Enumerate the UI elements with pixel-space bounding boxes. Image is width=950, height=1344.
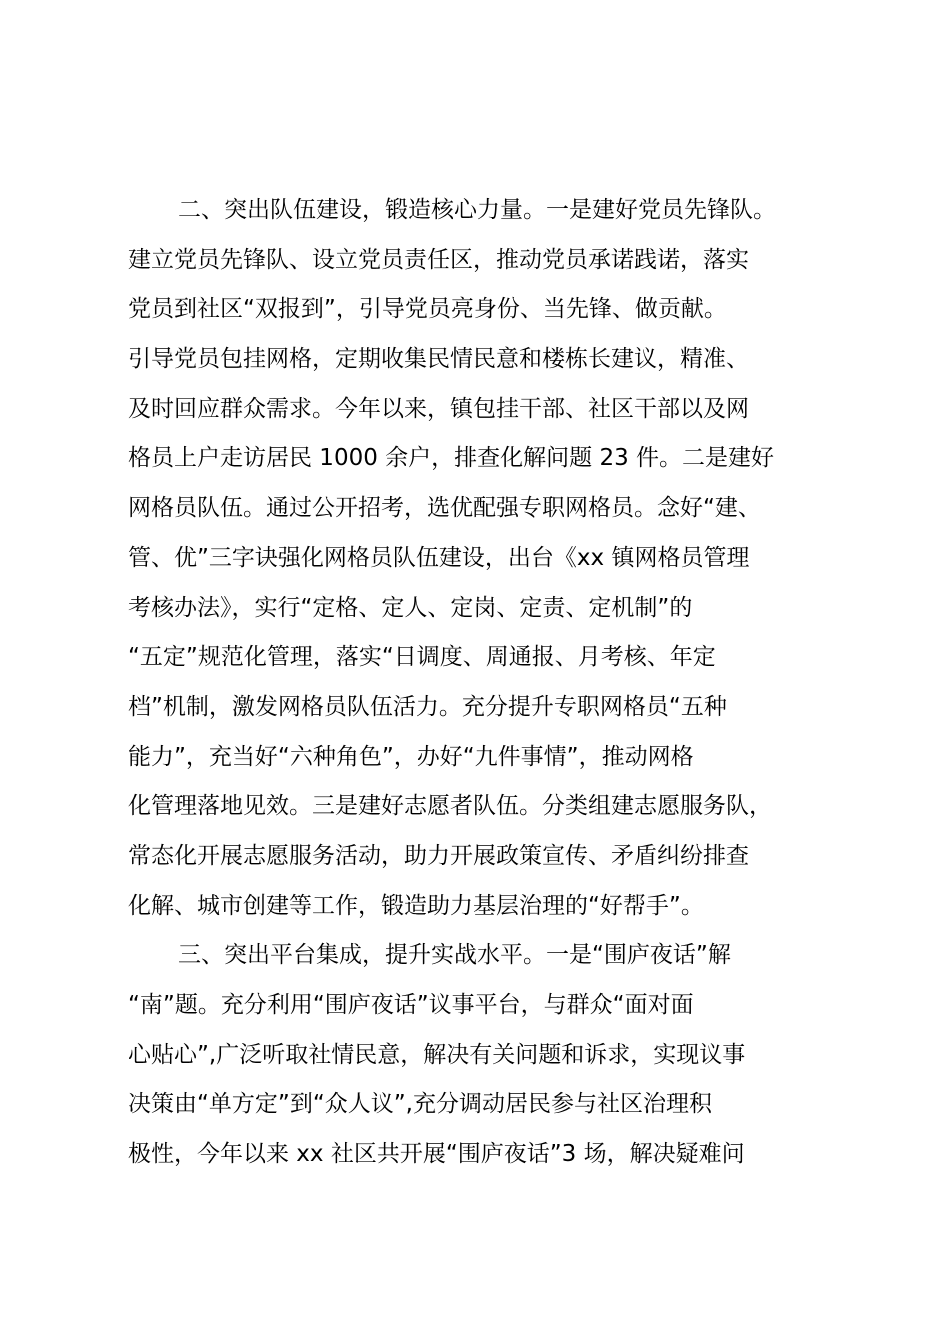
paragraph-3-line-5: 极性，今年以来 xx 社区共开展“围庐夜话”3 场，解决疑难问: [128, 1141, 745, 1168]
paragraph-2-line-9: 考核办法》，实行“定格、定人、定岗、定责、定机制”的: [128, 594, 693, 621]
paragraph-3-line-4: 决策由“单方定”到“众人议”,充分调动居民参与社区治理积: [128, 1091, 712, 1118]
paragraph-2-line-1: 二、突出队伍建设，锻造核心力量。一是建好党员先锋队。: [178, 197, 776, 223]
paragraph-2-line-14: 常态化开展志愿服务活动，助力开展政策宣传、矛盾纠纷排查: [128, 842, 749, 869]
paragraph-2-line-13: 化管理落地见效。三是建好志愿者队伍。分类组建志愿服务队，: [128, 793, 772, 820]
paragraph-2-line-15: 化解、城市创建等工作，锻造助力基层治理的“好帮手”。: [128, 892, 704, 919]
paragraph-3-line-2: “南”题。充分利用“围庐夜话”议事平台，与群众“面对面: [128, 992, 694, 1018]
paragraph-2-line-8: 管、优”三字诀强化网格员队伍建设，出台《xx 镇网格员管理: [128, 544, 750, 571]
paragraph-2-line-11: 档”机制，激发网格员队伍活力。充分提升专职网格员“五种: [128, 693, 727, 720]
paragraph-2-line-10: “五定”规范化管理，落实“日调度、周通报、月考核、年定: [128, 644, 716, 671]
paragraph-2-line-3: 党员到社区“双报到”，引导党员亮身份、当先锋、做贡献。: [128, 296, 727, 323]
paragraph-3-line-1: 三、突出平台集成，提升实战水平。一是“围庐夜话”解: [178, 942, 731, 969]
paragraph-2-line-12: 能力”，充当好“六种角色”，办好“九件事情”，推动网格: [128, 743, 694, 770]
paragraph-3-line-3: 心贴心”,广泛听取社情民意，解决有关问题和诉求，实现议事: [128, 1041, 746, 1068]
paragraph-2-line-4: 引导党员包挂网格，定期收集民情民意和楼栋长建议，精准、: [128, 346, 749, 373]
paragraph-2-line-7: 网格员队伍。通过公开招考，选优配强专职网格员。念好“建、: [128, 495, 761, 522]
paragraph-2-line-2: 建立党员先锋队、设立党员责任区，推动党员承诺践诺，落实: [128, 246, 749, 273]
paragraph-2-line-5: 及时回应群众需求。今年以来，镇包挂干部、社区干部以及网: [128, 395, 749, 422]
document-body: [128, 186, 838, 1180]
paragraph-2-line-6: 格员上户走访居民 1000 余户，排查化解问题 23 件。二是建好: [128, 445, 775, 472]
